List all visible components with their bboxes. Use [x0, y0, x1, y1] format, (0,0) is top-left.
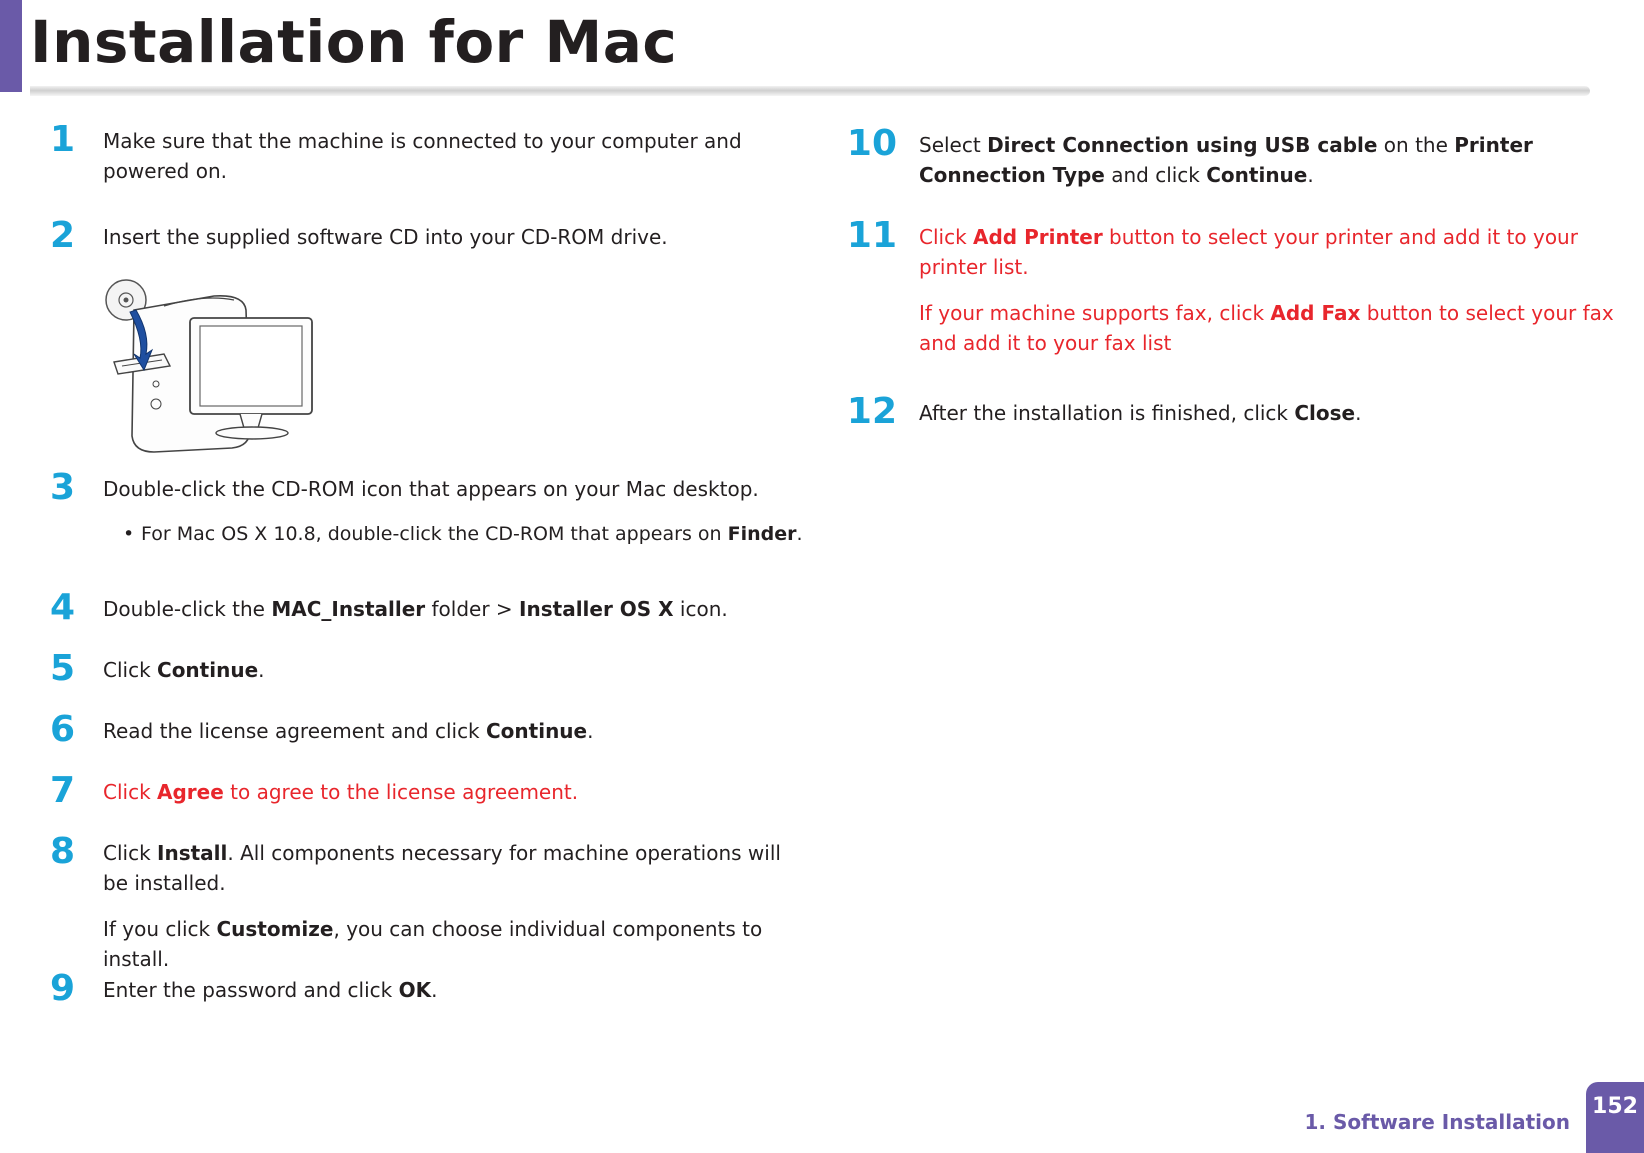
step-8-note: If you click Customize, you can choose individual components to install.	[103, 917, 763, 971]
step-text: Select Direct Connection using USB cable on the Printer Connection Type and click Continue.	[919, 133, 1533, 187]
step-text: Enter the password and click OK.	[103, 978, 438, 1002]
step-number: 5	[49, 648, 75, 689]
page-title: Installation for Mac	[30, 8, 678, 76]
step-3	[49, 467, 783, 508]
step-5	[49, 648, 783, 689]
step-number: 2	[49, 215, 75, 256]
step-11	[846, 215, 1619, 358]
step-9	[49, 968, 783, 1009]
step-7	[49, 770, 783, 811]
step-number: 8	[49, 831, 75, 872]
step-4	[49, 587, 783, 628]
step-text: Click Agree to agree to the license agreement.	[103, 780, 579, 804]
step-6	[49, 709, 783, 750]
step-text: Double-click the CD-ROM icon that appears on your Mac desktop.	[103, 477, 759, 501]
step-2	[49, 215, 763, 256]
page-number-badge: 152	[1586, 1082, 1644, 1153]
step-number: 4	[49, 587, 75, 628]
step-number: 3	[49, 467, 75, 508]
step-text: Click Continue.	[103, 658, 265, 682]
step-text: Read the license agreement and click Continue.	[103, 719, 594, 743]
step-number: 12	[846, 391, 897, 432]
bullet-dot-icon: •	[123, 523, 135, 545]
step-8	[49, 831, 783, 974]
step-text: Double-click the MAC_Installer folder > Installer OS X icon.	[103, 597, 728, 621]
step-text: Make sure that the machine is connected to your computer and powered on.	[103, 129, 742, 183]
step-text: Click Add Printer button to select your printer and add it to your printer list.	[919, 225, 1578, 279]
step-text: Insert the supplied software CD into your CD-ROM drive.	[103, 225, 668, 249]
step-number: 9	[49, 968, 75, 1009]
step-12	[846, 391, 1619, 432]
step-number: 11	[846, 215, 897, 256]
step-1	[49, 119, 763, 186]
step-10	[846, 123, 1619, 190]
step-text: Click Install. All components necessary for machine operations will be installed.	[103, 841, 781, 895]
mac-cd-insert-illustration	[104, 270, 334, 460]
footer-section-label: 1. Software Installation	[1304, 1110, 1570, 1134]
step-3-bullet: • For Mac OS X 10.8, double-click the CD-ROM that appears on Finder.	[141, 519, 821, 549]
step-number: 7	[49, 770, 75, 811]
step-number: 6	[49, 709, 75, 750]
step-number: 10	[846, 123, 897, 164]
step-text: After the installation is finished, click Close.	[919, 401, 1362, 425]
title-underline	[30, 86, 1590, 96]
header-accent-bar	[0, 0, 22, 92]
step-11-note: If your machine supports fax, click Add Fax button to select your fax and add it to your fax list	[919, 301, 1614, 355]
step-number: 1	[49, 119, 75, 160]
